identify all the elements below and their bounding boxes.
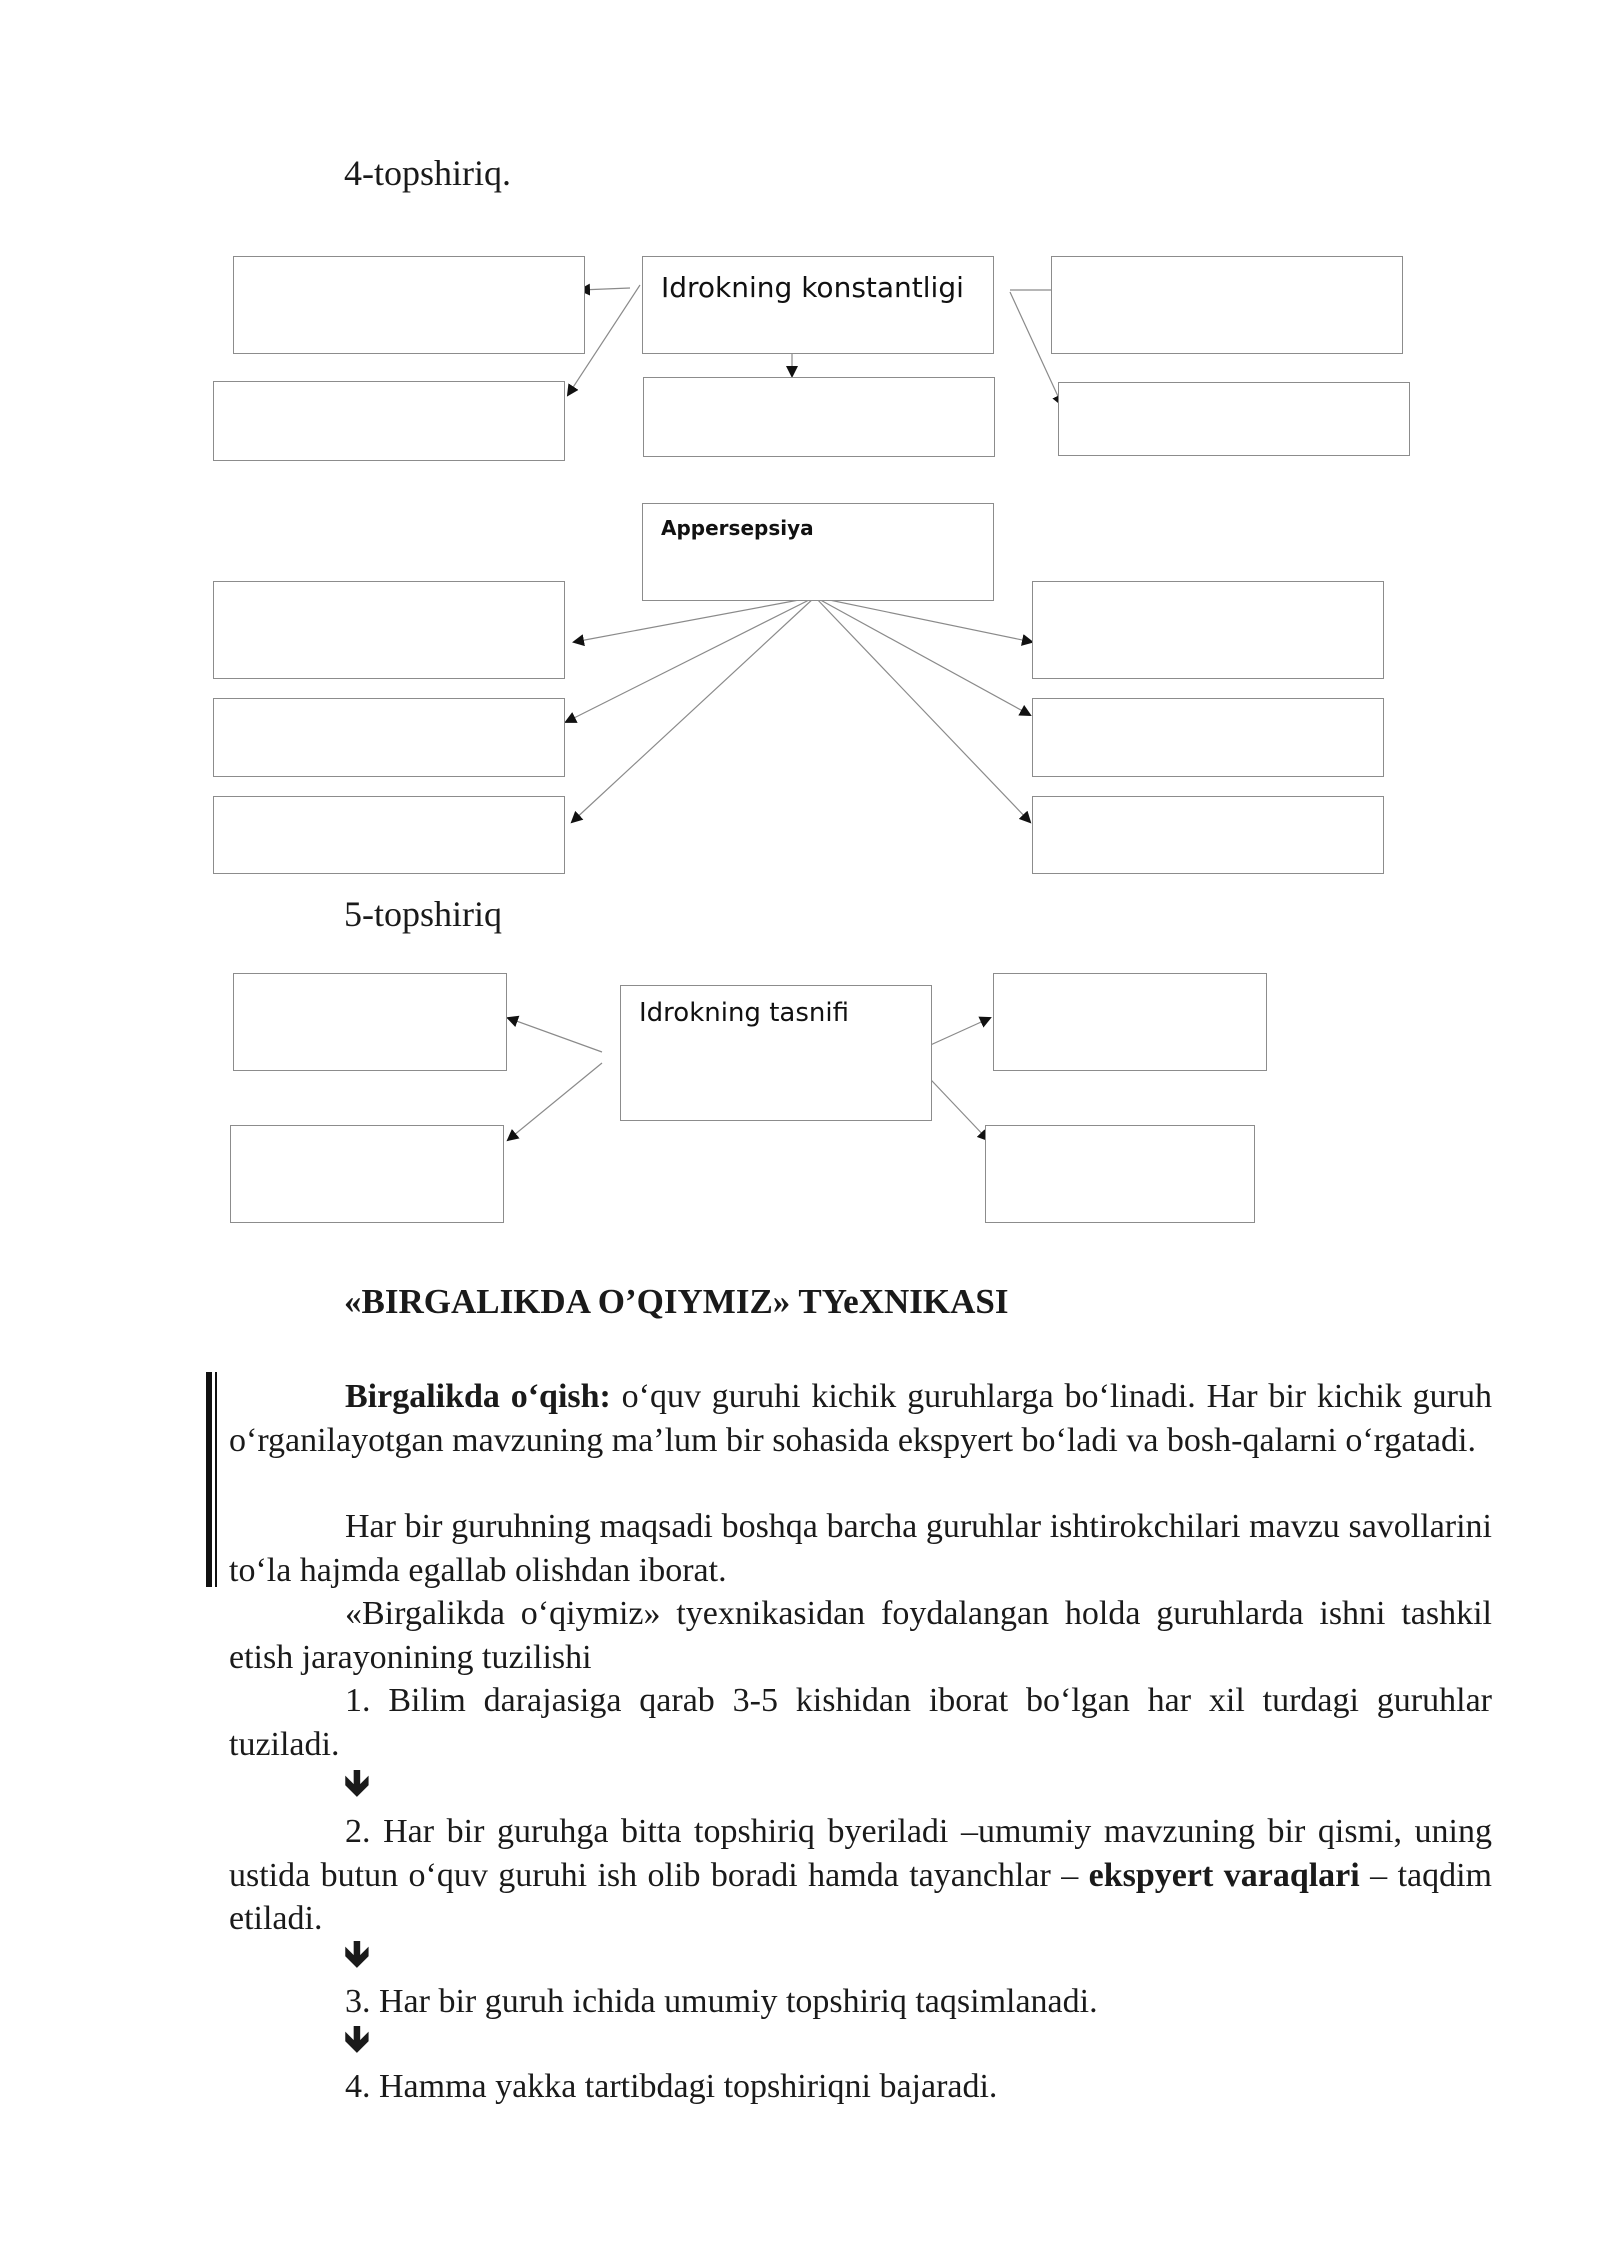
empty-box-app-left-3 xyxy=(213,796,565,874)
paragraph-maqsad xyxy=(229,1505,1492,1592)
section-title: «BIRGALIKDA O’QIYMIZ» TYeXNIKASI xyxy=(344,1282,1009,1321)
center-box-tasnifi xyxy=(620,985,932,1121)
empty-box-mid-center xyxy=(643,377,995,457)
margin-change-bar-thin xyxy=(215,1372,217,1587)
step-1 xyxy=(229,1679,1492,1766)
center-box-appersepsiya xyxy=(642,503,994,601)
arrow-app-right-2 xyxy=(815,597,1030,715)
task5-heading: 5-topshiriq xyxy=(344,894,502,934)
empty-box-tas-bottom-left xyxy=(230,1125,504,1223)
step-4-text: 4. Hamma yakka tartibdagi topshiriqni bajaradi. xyxy=(345,2068,998,2105)
empty-box-app-right-1 xyxy=(1032,581,1384,679)
empty-box-app-left-2 xyxy=(213,698,565,777)
down-arrow-icon: 🡻 xyxy=(344,1763,370,1804)
down-arrow-icon: 🡻 xyxy=(344,2019,370,2060)
step-4 xyxy=(229,2065,1492,2109)
step-3-text: 3. Har bir guruh ichida umumiy topshiriq taqsimlanadi. xyxy=(345,1983,1098,2020)
task4-heading: 4-topshiriq. xyxy=(344,153,511,193)
empty-box-top-left xyxy=(233,256,585,354)
paragraph-tuzilishi xyxy=(229,1592,1492,1679)
paragraph-3-text: «Birgalikda o‘qiymiz» tyexnikasidan foydalangan holda guruhlarda ishni tashkil etish jarayonining tuzilishi xyxy=(229,1595,1492,1676)
arrow-app-right-3 xyxy=(815,597,1030,822)
arrow-app-left-1 xyxy=(574,597,815,642)
empty-box-top-right xyxy=(1051,256,1403,354)
down-arrow-icon: 🡻 xyxy=(344,1934,370,1975)
term-ekspyert-varaqlari: ekspyert varaqlari xyxy=(1088,1856,1360,1894)
arrow-app-right-1 xyxy=(815,597,1032,642)
empty-box-app-right-2 xyxy=(1032,698,1384,777)
appersepsiya-label: Appersepsiya xyxy=(661,516,814,540)
term-birgalikda-oqish: Birgalikda o‘qish: xyxy=(345,1378,611,1415)
empty-box-tas-top-left xyxy=(233,973,507,1071)
paragraph-birgalikda-oqish xyxy=(229,1375,1492,1462)
empty-box-mid-left xyxy=(213,381,565,461)
step-2 xyxy=(229,1810,1492,1941)
center-box-label: Idrokning konstantligi xyxy=(661,271,964,304)
margin-change-bar xyxy=(206,1372,212,1587)
arrow-app-left-2 xyxy=(566,597,815,722)
arrow-app-left-3 xyxy=(572,597,815,822)
empty-box-app-left-1 xyxy=(213,581,565,679)
arrow-tas-left-top xyxy=(508,1018,602,1052)
tasnifi-label: Idrokning tasnifi xyxy=(639,998,849,1028)
empty-box-tas-bottom-right xyxy=(985,1125,1255,1223)
paragraph-2-text: Har bir guruhning maqsadi boshqa barcha guruhlar ishtirokchilari mavzu savollarini to‘la hajmda egallab olishdan iborat. xyxy=(229,1508,1492,1589)
step-2-text-b: – taqdim etiladi. xyxy=(229,1856,1492,1937)
step-1-text: 1. Bilim darajasiga qarab 3-5 kishidan iborat bo‘lgan har xil turdagi guruhlar tuziladi. xyxy=(229,1682,1492,1763)
empty-box-mid-right xyxy=(1058,382,1410,456)
arrow-to-top-left xyxy=(580,288,630,290)
paragraph-1-text: o‘quv guruhi kichik guruhlarga bo‘linadi. Har bir kichik guruh o‘rganilayotgan mavzuning ma’lum bir sohasida ekspyert bo‘ladi va bosh-qalarni o‘rgatadi. xyxy=(229,1378,1492,1459)
empty-box-app-right-3 xyxy=(1032,796,1384,874)
center-box-konstantlik xyxy=(642,256,994,354)
empty-box-tas-top-right xyxy=(993,973,1267,1071)
step-3 xyxy=(229,1980,1492,2024)
arrow-tas-left-bottom xyxy=(508,1063,602,1140)
step-2-text-a: 2. Har bir guruhga bitta topshiriq byeriladi –umumiy mavzuning bir qismi, uning ustida butun o‘quv guruhi ish olib boradi hamda tayanchlar – xyxy=(229,1813,1492,1894)
